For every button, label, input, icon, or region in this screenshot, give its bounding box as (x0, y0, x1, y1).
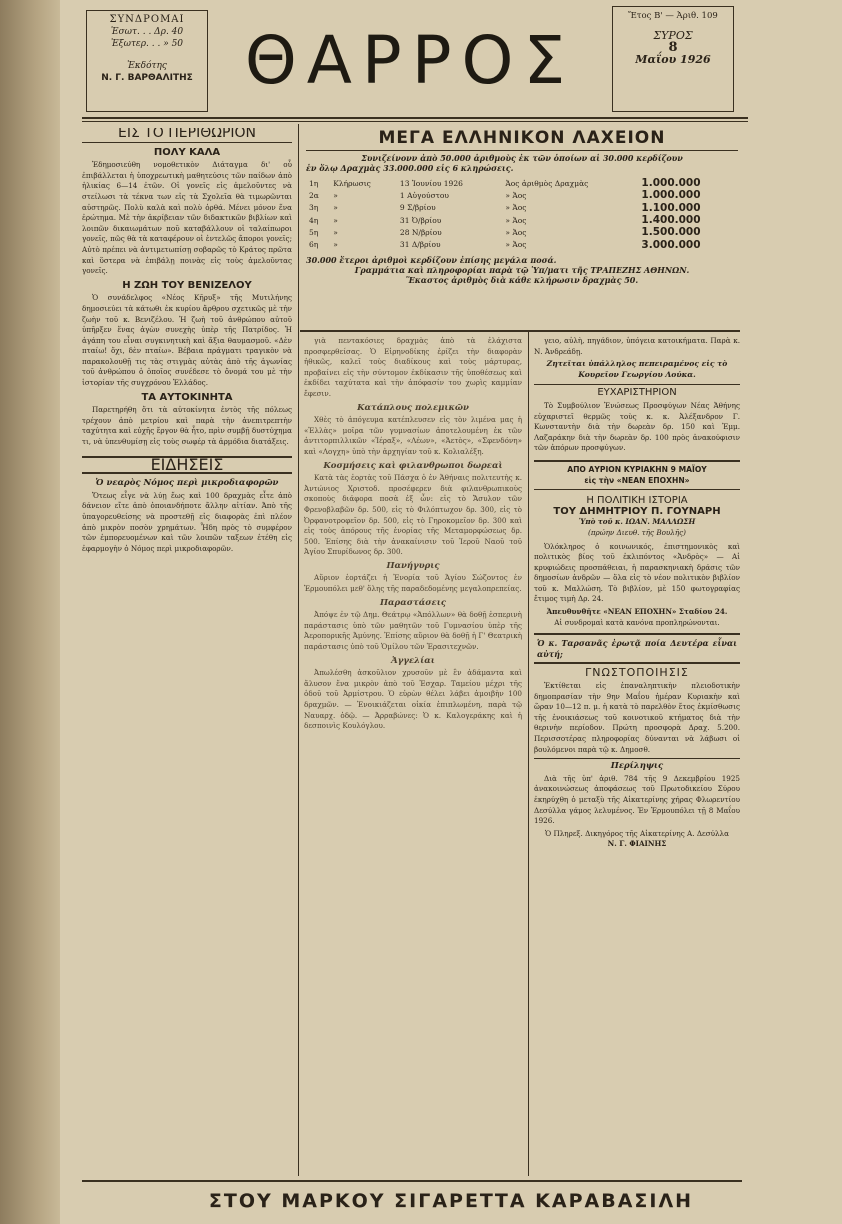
signature-line1: Ὁ Πληρεξ. Δικηγόρος τῆς Αἰκατερίνης Α. Δεσύλλα (545, 828, 729, 838)
lottery-prize-amount: 3.000.000 (641, 238, 701, 251)
column-divider (528, 330, 529, 1176)
lottery-prize-label: » Ἀος (505, 240, 527, 250)
lottery-draw-label: » (333, 240, 338, 250)
lottery-draw-label: » (333, 203, 338, 213)
article-body: Χθὲς τὸ ἀπόγευμα κατέπλευσεν εἰς τὸν λιμένα μας ἡ «Ἑλλὰς» μοῖρα τῶν γυμνασίων ἀποτελουμένη ἐκ τῶν ἀντιτορπιλλικῶν «Ἰέραξ», «Λέων», «Ἀετὸς», «Σφενδόνη» καὶ «Λογχη» ὑπὸ τὴν ἀρχηγίαν τοῦ κ. Κολιαλέξη. (304, 415, 522, 456)
lottery-draw-label: » (333, 190, 338, 200)
lottery-row (306, 238, 738, 250)
lottery-row (306, 226, 738, 238)
article-body: Παρετηρήθη ὅτι τὰ αὐτοκίνητα ἐντὸς τῆς πόλεως τρέχουν ἀπὸ μετρίου καὶ παρὰ τὴν ἀνεπιτρεπτὴν ταχύτητα καὶ εὐχῆς ἔργον θὰ ἦτο, πρὶν συμβῇ δυστύχημα τι, νὰ ὑπενθυμίσῃ εἰς τοὺς σωφέρ τὰ ἀρμόδια διατάξεις. (82, 405, 292, 447)
lottery-note2: Γραμμάτια καὶ πληροφορίαι παρὰ τῷ Ὑπ/ματι τῆς ΤΡΑΠΕΖΗΣ ΑΘΗΝΩΝ. (354, 264, 690, 275)
history-author-title: (πρώην Διευθ. τῆς Βουλῆς) (588, 527, 686, 537)
publisher-name: Ν. Γ. ΒΑΡΘΑΛΙΤΗΣ (101, 73, 193, 83)
job-notice: Ζητεῖται ὑπάλληλος πεπειραμένος εἰς τὸ Κουρεῖον Γεωργίου Λούκα. (546, 359, 728, 379)
article-subheadline: Ὁ νεαρὸς Νόμος περὶ μικροδιαφορῶν (95, 478, 279, 489)
question-notice: Ὁ κ. Ταρσανᾶς ἐρωτᾷ ποία Δευτέρα εἶναι αὐτή; (534, 633, 740, 664)
promo-box (534, 460, 740, 490)
column-divider (298, 124, 299, 1176)
article-body: Ὅτεως εἶγε νὰ λύῃ ἕως καὶ 100 δραχμὰς εἶτε ἀπὸ δάνειον εἴτε ἀπὸ ὁποιανδήποτε ἄλλην αἰτίαν. Ἀπὸ τῆς ὑπαγορευθείσης νὰ προστεθῇ εἰς διαφορὰς ἐπὶ πλέον ἀπὸ μικρὸν ποσὸν χρημάτων. Ἦδη πρὸς τὸ συμφέρον τῶν ἐμπορευομένων καὶ τῶν λοιπῶν ταξεων ἐτέθη εἰς ἐφαρμογὴν ὁ Νόμος περὶ μικροδιαφορῶν. (82, 490, 292, 553)
promo-line2: εἰς τὴν «ΝΕΑΝ ΕΠΟΧΗΝ» (584, 475, 690, 485)
lottery-prize-amount: 1.000.000 (641, 189, 701, 202)
subscriptions-domestic: Ἐσωτ. . . Δρ. 40 (110, 27, 184, 37)
publisher-label: Ἐκδότης (127, 61, 167, 71)
masthead-title: ΘΑΡΡΟΣ (244, 22, 576, 99)
binding-gutter (0, 0, 60, 1224)
article-body: Ὁ συνάδελφος «Νέος Κῆρυξ» τῆς Μυτιλήνης δημοσιεύει τὰ κάτωθι ἐκ κυρίου ἄρθρου σχετικῶς μὲ τὴν ζωὴν τοῦ κ. Βενιζέλου. Ἡ ζωὴ τοῦ ἀνθρώπου αὐτοῦ ὑπῆρξεν ἕνας ἀγὼν συνεχὴς ὑπὲρ τῆς Πατρίδος. Ἡ ἀγάπη του εἶναι συγκινητικὴ καὶ ἄξια θαυμασμοῦ. «Δὲν πταίω! ὄχι, δὲν πταίω». Βέβαια πράγματι τραγικὸν νὰ παρακολουθῇ τις τὰς στιγμὰς αὐτὰς ἀπὸ τῆς ἀγωνίας τοῦ ἀνθρώπου ὁ ὁποῖος συνέδεσε τὸ ὄνομά του μὲ τὴν ἱστορίαν τῆς συγχρόνου Ἑλλάδος. (82, 293, 292, 388)
subscriptions-foreign: Ἐξωτερ. . . » 50 (110, 39, 184, 49)
lottery-note3: Ἕκαστος ἀριθμὸς διὰ κάθε κλήρωσιν δραχμὰς 50. (405, 274, 639, 285)
article-headline: ΤΑ ΑΥΤΟΚΙΝΗΤΑ (141, 391, 233, 403)
column-middle (304, 336, 522, 1178)
article-body: γειο, αὐλὴ, πηγάδιον, ὑπόγεια κατοικήματα. Παρὰ κ. Ν. Ἀνδρεάδῃ. (534, 336, 740, 356)
subscriptions-box (86, 10, 208, 112)
lottery-draw-number: 3η (309, 203, 319, 213)
issue-month-year: Μαΐου 1926 (635, 53, 711, 66)
article-subheadline: Ἀγγελίαι (391, 655, 435, 666)
article-body: Αὔριον ἑορτάζει ἡ Ἐνορία τοῦ Ἁγίου Σώζοντος ἐν Ἐρμουπόλει μεθ' ὅλης τῆς παραδεδομένης μεγαλοπρεπείας. (304, 573, 522, 594)
issue-day: 8 (668, 40, 678, 55)
lottery-draw-number: 5η (309, 227, 319, 237)
lottery-prize-label: » Ἀος (505, 190, 527, 200)
lottery-draw-label: » (333, 215, 338, 225)
article-body: Τὸ Συμβούλιον Ἑνώσεως Προσφύγων Νέας Ἀθήνης εὐχαριστεῖ θερμῶς τοὺς κ. κ. Ἀλέξανδρον Γ. Κωνσταντὴν διὰ τὴν δωρεὰν δρ. 150 καὶ Ἐμμ. Λαζαράκην διὰ τὴν δωρεὰν δρ. 100 πρὸς ἀνακούφισιν τῶν ἀπόρων προσφύγων. (534, 400, 740, 453)
lottery-draw-number: 6η (309, 240, 319, 250)
lottery-draw-number: 1η (309, 178, 319, 188)
article-body: Ἀπωλέσθη ἀσκοῦλιον χρυσοῦν μὲ ἓν ἀδάμαντα καὶ ἄλυσον ἕνα μικρὸν ἀπὸ τοῦ Ἐσχαρ. Ταμείου μέχρι τῆς ὁδοῦ τοῦ Ἀρμίστρου. Ὁ εὑρὼν θέλει λάβει ἀμοιβὴν 100 δραχμῶν. — Ἐνοικιάζεται οἰκία ἐπιπλωμένη, παρὰ τῷ Ναυαρχ. ὁδῷ. — Ἀρραβώνες: Ὁ κ. Καλογεράκης καὶ ἡ δεσποινὶς Κουλόγλου. (304, 668, 522, 731)
lottery-prize-label: » Ἀος (505, 227, 527, 237)
lottery-sub2: ἐν ὅλῳ Δραχμὰς 33.000.000 εἰς 6 κληρώσεις. (306, 163, 514, 173)
lottery-table (306, 177, 738, 251)
lottery-draw-label: Κλήρωσις (333, 178, 371, 188)
lottery-prize-label: Ἀος ἀριθμὸς Δραχμὰς (505, 178, 589, 188)
article-headline: Η ΖΩΗ ΤΟΥ ΒΕΝΙΖΕΛΟΥ (122, 279, 252, 291)
article-body: Ἀπόψε ἐν τῷ Δημ. Θεάτρῳ «Ἀπόλλων» θὰ δοθῇ ἑσπερινὴ παράστασις ὑπὸ τῶν μαθητῶν τοῦ Γυμνασίου ὑπὲρ τῆς Ἀεροπορικῆς Ἀμύνης. Ἐπίσης αὔριον θὰ δοθῇ ἡ Γ' Θεατρικὴ παράστασις ὑπὸ τοῦ Ὁμίλου τῶν Ἐρασιτεχνῶν. (304, 610, 522, 652)
history-author: Ὑπὸ τοῦ κ. ΙΩΑΝ. ΜΑΛΛΩΣΗ (578, 517, 696, 527)
lottery-row (306, 177, 738, 189)
lottery-draw-number: 4η (309, 215, 319, 225)
article-body: γιὰ πεντακόσιες δραχμὰς ἀπὸ τὰ ἐλάχιστα προσφερθείσας. Ὁ Εἰρηνοδίκης ἐρίζει τὴν διαφορὰν ἠθικῶς, καλεῖ τοὺς διαδίκους καὶ τοὺς μάρτυρας, προβαίνει εἰς τὴν σύντομον ἐκδίκασιν τῆς ὑποθέσεως καὶ ἐκδίδει ταχύτατα καὶ τὴν ἀπόφασίν του χωρὶς καμμίαν ἔφεσιν. (304, 336, 522, 398)
masthead-rule-thin (82, 121, 748, 122)
lottery-prize-amount: 1.000.000 (641, 177, 701, 190)
lottery-ad (306, 128, 738, 328)
article-subheadline: Κατάπλους πολεμικῶν (357, 402, 469, 413)
signature-line2: Ν. Γ. ΦΙΑΙΝΗΣ (607, 839, 667, 849)
lottery-draw-date: 31 Ὀ/βρίου (399, 215, 442, 225)
lottery-draw-date: 9 Σ/βρίου (399, 203, 436, 213)
article-body: Ἐκτίθεται εἰς ἐπαναληπτικὴν πλειοδοτικὴν δημοπρασίαν τὴν 9ην Μαΐου ἡμέραν Κυριακὴν καὶ ὥραν 10—12 π. μ. ἡ κατὰ τὸ παρελθὸν ἔτος ἐκμίσθωσις τῆς ἐνοικιάσεως τοῦ κοινοτικοῦ κτήματος διὰ τὴν θερινὴν περίοδον. Πρώτη προσφορὰ Δραχ. 5.200. Περισσοτέρας πληροφορίας δύνανται νὰ λάβωσι οἱ βουλόμενοι παρὰ τῷ κ. Δημοσθ. (534, 681, 740, 754)
lottery-draw-date: 31 Δ/βρίου (399, 240, 441, 250)
lottery-draw-date: 13 Ἰουνίου 1926 (399, 178, 463, 188)
article-headline: ΠΟΛΥ ΚΑΛΑ (153, 146, 221, 158)
lottery-sub1: Συνιζείνονν ἀπὸ 50.000 ἀριθμοὺς ἐκ τῶν ὁποίων αἱ 30.000 κερδίζουν (361, 153, 683, 163)
promo-line1: ΑΠΟ ΑΥΡΙΟΝ ΚΥΡΙΑΚΗΝ 9 ΜΑΪΟΥ (567, 464, 707, 474)
article-subheadline: Πανήγυρις (386, 560, 440, 571)
lottery-draw-date: 1 Αὐγούστου (399, 190, 449, 200)
lottery-row (306, 189, 738, 201)
subscriptions-title: ΣΥΝΔΡΟΜΑΙ (109, 14, 185, 25)
lottery-prize-label: » Ἀος (505, 215, 527, 225)
issue-city: ΣΥΡΟΣ (653, 29, 693, 42)
lottery-prize-amount: 1.400.000 (641, 214, 701, 227)
masthead-rule (82, 117, 748, 119)
summary-headline: Περίληψις (534, 758, 740, 772)
article-body: Ὁλόκληρος ὁ κοινωνικός, ἐπιστημονικὸς καὶ πολιτικὸς βίος τοῦ ἐκλιπόντος «Ἀνδρὸς» — Αἱ κρυφιώδεις προσπάθειαι, ἡ παρασκηνιακὴ δράσις τῶν δημοσίων ἀνδρῶν — ὅλα εἰς τὸ νέον πολιτικὸν βιβλίον τοῦ κ. Μαλλώση. Τὸ βιβλίον, μὲ 150 φωτογραφίας ἔτιμος τιμὴ Δρ. 24. (534, 541, 740, 604)
lottery-prize-amount: 1.100.000 (641, 201, 701, 214)
news-section-title: ΕΙΔΗΣΕΙΣ (82, 456, 292, 475)
column-right (534, 336, 740, 1178)
lottery-prize-amount: 1.500.000 (641, 226, 701, 239)
article-body: Κατὰ τὰς ἑορτὰς τοῦ Πάσχα ὁ ἐν Ἀθήναις πολιτευτὴς κ. Ἀντώνιος Χριστοδ. προσέφερεν διὰ φιλανθρωπικοὺς σκοποὺς διάφορα ποσὰ ἐξ ὧν: εἰς τὸ Ἄσυλον τῶν Φρενοβλαβῶν δρ. 500, εἰς τὸ Φιλόπτωχον δρ. 300, εἰς τὸ Ὀρφανοτροφεῖον δρ. 500, εἰς τὸ Γηροκομεῖον δρ. 300 καὶ εἰς τοὺς ἀπόρους τῆς ἐνορίας τῆς Μεταμορφώσεως δρ. 500. Ἐπίσης διὰ τὴν ἀνακαίνισιν τοῦ Ἱεροῦ Ναοῦ τοῦ Ἁγίου Σπυρίδωνος δρ. 300. (304, 473, 522, 557)
column-left (82, 128, 292, 1178)
lottery-title: ΜΕΓΑ ΕΛΛΗΝΙΚΟΝ ΛΑΧΕΙΟΝ (306, 128, 738, 151)
lottery-row (306, 202, 738, 214)
history-head1: Η ΠΟΛΙΤΙΚΗ ΙΣΤΟΡΙΑ (586, 495, 688, 507)
section-title: ΕΙΣ ΤΟ ΠΕΡΙΘΩΡΙΟΝ (82, 128, 292, 143)
article-body: Ἐδημοσιεύθη νομοθετικὸν Διάταγμα δι' οὗ ἐπιβάλλεται ἡ ὑποχρεωτικὴ μαθητεύσις τῶν παίδων ἀπὸ ἡλικίας 6—14 ἐτῶν. Οἱ γονεῖς εἰς ἀμελοῦντες νὰ στείλωσι τὰ τέκνα των εἰς τὰ Σχολεῖα θὰ τιμωρῶνται αὐστηρῶς. Πολὺ καλὰ καὶ πολὺ ὀρθά. Μένει μόνον ἕνα ἐρώτημα. Μὲ τὴν ἀκρίβειαν τῶν διδακτικῶν βιβλίων καὶ λοιπῶν δικαιωμάτων ποῦ καταβάλλουν οἱ ταλαίπωροι γονεῖς, πῶς θὰ τὰ καταφέρουν οἱ ἐντελῶς ἄποροι γονεῖς; Αὐτὸ πρέπει νὰ ἀντιμετωπίσῃ σοβαρῶς τὸ Κράτος πρῶτα καὶ ὕστερα νὰ ἐπιβάλῃ ποινὰς εἰς τοὺς ἀμελοῦντας γονεῖς. (82, 160, 292, 276)
lottery-note1: 30.000 ἕτεροι ἀριθμοὶ κερδίζουν ἐπίσης μεγάλα ποσά. (306, 254, 557, 265)
lottery-draw-label: » (333, 227, 338, 237)
history-contact: Ἀπευθυνθῆτε «ΝΕΑΝ ΕΠΟΧΗΝ» Σταδίου 24. (546, 607, 728, 617)
lottery-draw-number: 2α (309, 190, 319, 200)
lottery-row (306, 214, 738, 226)
thanks-headline: ΕΥΧΑΡΙΣΤΗΡΙΟΝ (534, 384, 740, 399)
footer-advert: ΣΤΟΥ ΜΑΡΚΟΥ ΣΙΓΑΡΕΤΤΑ ΚΑΡΑΒΑΣΙΛΗ (208, 1190, 694, 1212)
footer-rule (82, 1180, 742, 1182)
article-subheadline: Κοσμήσεις καὶ φιλανθρωποι δωρεαὶ (323, 460, 503, 471)
article-subheadline: Παραστάσεις (379, 597, 447, 608)
history-head2: ΤΟΥ ΔΗΜΗΤΡΙΟΥ Π. ΓΟΥΝΑΡΗ (553, 505, 721, 517)
notice-headline: ΓΝΩΣΤΟΠΟΙΗΣΙΣ (585, 666, 689, 680)
history-end: Αἱ συνδρομαὶ κατὰ κανόνα προπληρώνονται. (554, 617, 720, 627)
issue-box (612, 6, 734, 112)
lottery-rule (300, 330, 740, 332)
article-body: Διὰ τῆς ὑπ' ἀριθ. 784 τῆς 9 Δεκεμβρίου 1925 ἀνακοινώσεως ἀποφάσεως τοῦ Πρωτοδικείου Σύρου ἐκηρύχθη ὁ μεταξὺ τῆς Αἰκατερίνης χήρας Φλωρεντίου Δεσύλλα γάμος λελυμένος. Ἐν Ἑρμουπόλει τῇ 8 Μαΐου 1926. (534, 773, 740, 826)
lottery-prize-label: » Ἀος (505, 203, 527, 213)
lottery-draw-date: 28 Ν/βρίου (399, 227, 442, 237)
issue-year-number: Ἔτος Β' — Ἀριθ. 109 (628, 11, 718, 21)
